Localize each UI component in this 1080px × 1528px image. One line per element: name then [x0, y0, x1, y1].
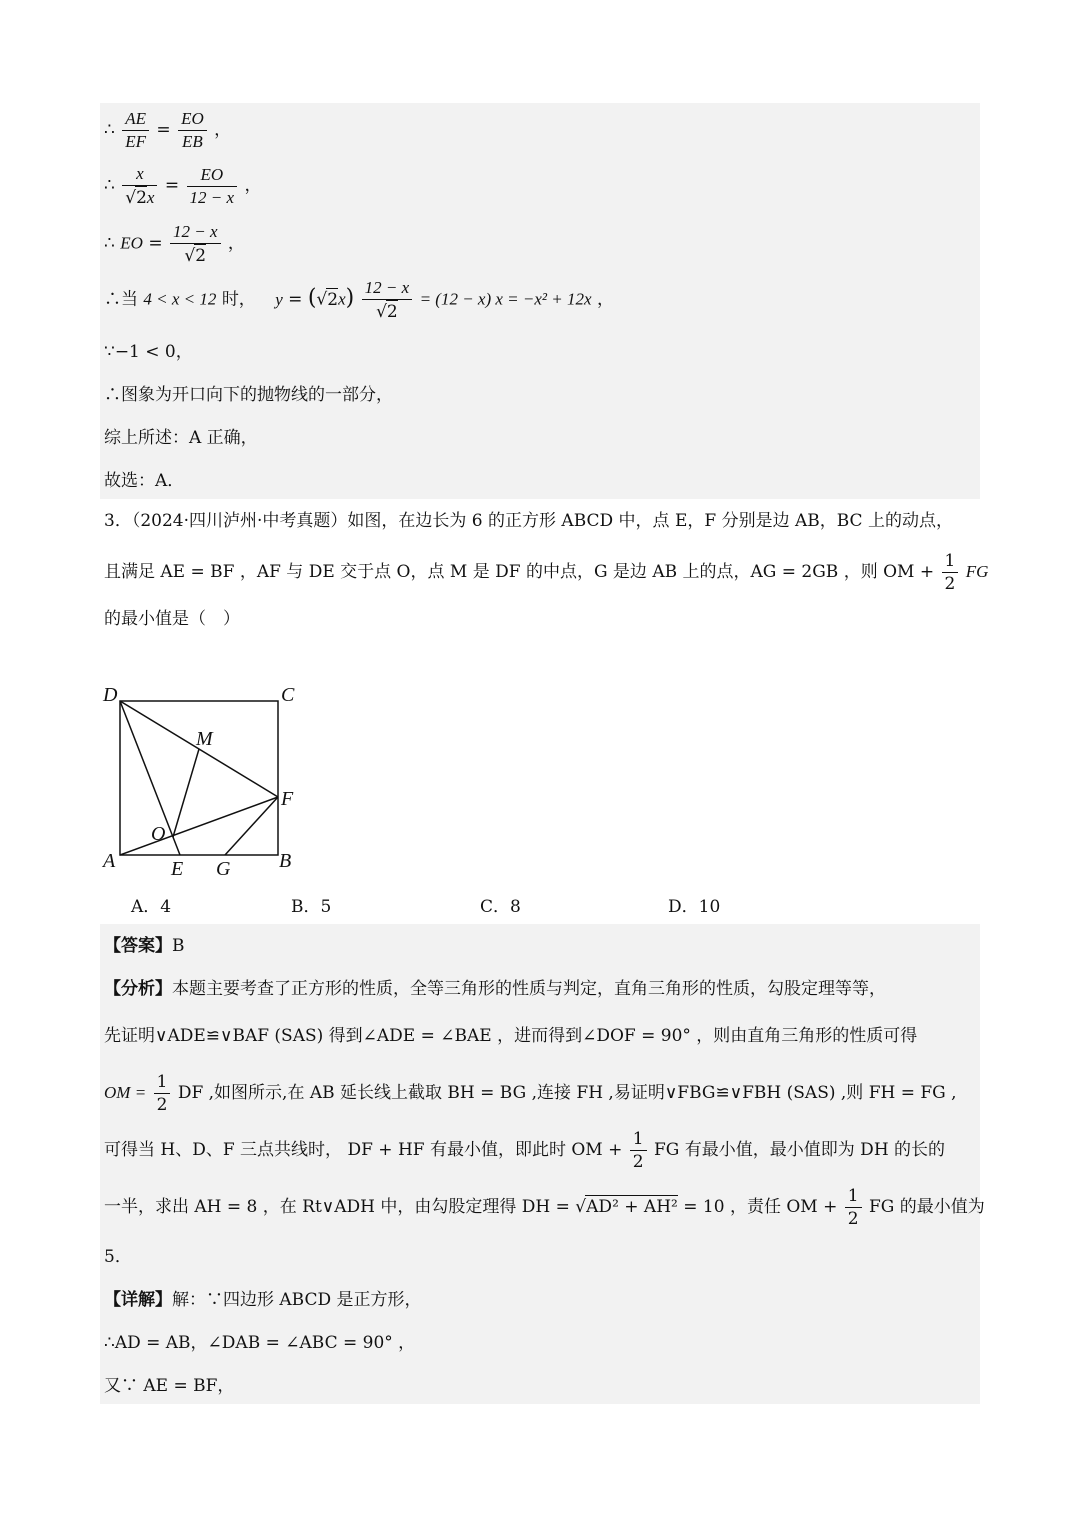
option-d: D．10 [668, 897, 721, 917]
label-b: B [279, 850, 292, 872]
label-c: C [281, 684, 295, 706]
analysis-line-5: 一半，求出 AH = 8 ，在 Rt∨ADH 中，由勾股定理得 DH = √AD² + AH² = 10 ，责任 OM + $\frac{1}{2}$ FG 的最小值为 [104, 1186, 985, 1229]
option-a: A．4 [131, 897, 172, 917]
square-abcd [120, 701, 278, 855]
label-f: F [281, 788, 294, 810]
detail-tag: 【详解】 [104, 1290, 172, 1310]
analysis-line-1: 【分析】本题主要考查了正方形的性质，全等三角形的性质与判定，直角三角形的性质，勾股定理等等， [104, 979, 886, 999]
answer-tag: 【答案】 [104, 936, 172, 956]
segment-om [173, 749, 199, 837]
analysis-line-6: 5． [104, 1247, 132, 1267]
detail-line-3: 又∵ AE = BF， [104, 1376, 235, 1396]
label-o: O [151, 823, 166, 845]
sol-line-8: 故选：A． [104, 471, 185, 491]
option-c: C．8 [480, 897, 521, 917]
sol-line-3: ∴ EO = $\frac{12 - x}{√2}$ ， [104, 222, 245, 266]
sol-line-4: ∴当 4 < x < 12 时， y = (√2x) $\frac{12 - x}{√2}$ = (12 − x) x = −x² + 12x ， [104, 278, 614, 322]
analysis-line-4: 可得当 H、D、F 三点共线时， DF + HF 有最小值，即此时 OM + $\frac{1}{2}$ FG 有最小值，最小值即为 DH 的长的 [104, 1129, 946, 1172]
detail-line-2: ∴AD = AB，∠DAB = ∠ABC = 90° ， [104, 1333, 416, 1353]
label-g: G [216, 858, 231, 880]
sol-line-2: ∴ $\frac{x}{√2x}$ = $\frac{EO}{12 - x}$ ， [104, 164, 262, 208]
question-source: （2024·四川泸州·中考真题） [131, 511, 348, 531]
question-line-3: 的最小值是（ ） [104, 609, 240, 629]
geometry-figure [95, 682, 335, 882]
label-e: E [171, 858, 184, 880]
answer-line: 【答案】B [104, 936, 185, 956]
segment-gf [225, 797, 278, 855]
question-line-2: 且满足 AE = BF ，AF 与 DE 交于点 O，点 M 是 DF 的中点，G 是边 AB 上的点，AG = 2GB ，则 OM + $\frac{1}{2}$ FG [104, 551, 989, 594]
sol-line-1: ∴ $\frac{AE}{EF}$ = $\frac{EO}{EB}$ ， [104, 109, 232, 151]
analysis-tag: 【分析】 [104, 979, 172, 999]
question-line-1: 3．（2024·四川泸州·中考真题）如图，在边长为 6 的正方形 ABCD 中，点 E，F 分别是边 AB，BC 上的动点， [104, 511, 953, 531]
segment-af [120, 797, 278, 855]
sol-line-7: 综上所述：A 正确， [104, 428, 258, 448]
sol-line-5: ∵−1 < 0， [104, 342, 193, 362]
label-d: D [103, 684, 118, 706]
option-b: B．5 [291, 897, 332, 917]
segment-de [120, 701, 180, 855]
question-number: 3． [104, 511, 132, 531]
label-a: A [103, 850, 116, 872]
analysis-line-3: OM = $\frac{1}{2}$ DF ,如图所示,在 AB 延长线上截取 BH = BG ,连接 FH ,易证明∨FBG≌∨FBH (SAS) ,则 FH = FG , [104, 1072, 957, 1115]
sol-line-6: ∴图象为开口向下的抛物线的一部分， [104, 385, 393, 405]
analysis-line-2: 先证明∨ADE≌∨BAF (SAS) 得到∠ADE = ∠BAE ，进而得到∠DOF = 90° ，则由直角三角形的性质可得 [104, 1026, 918, 1046]
label-m: M [196, 728, 213, 750]
detail-line-1: 【详解】解：∵四边形 ABCD 是正方形， [104, 1290, 422, 1310]
